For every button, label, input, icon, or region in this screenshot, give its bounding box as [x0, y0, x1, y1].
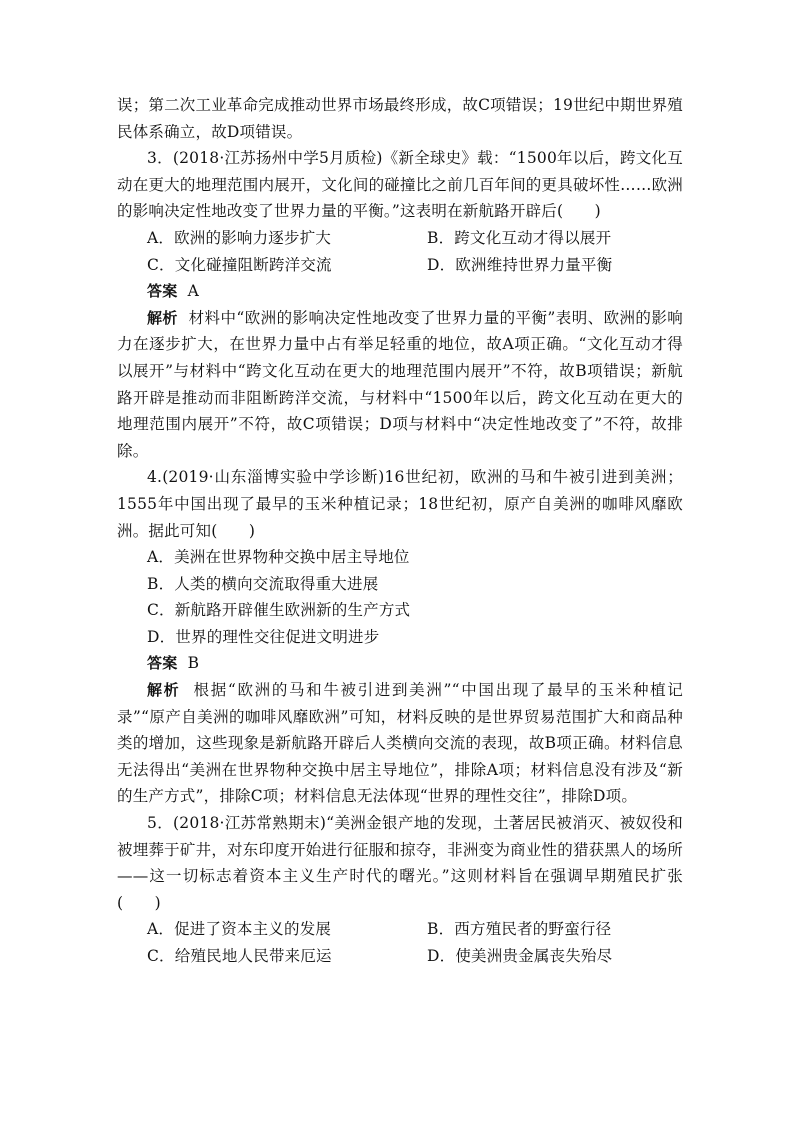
question-3-option-d: D．欧洲维持世界力量平衡 [427, 255, 613, 274]
question-5-option-c: C．给殖民地人民带来厄运 [147, 947, 332, 965]
analysis-text: 材料中“欧洲的影响决定性地改变了世界力量的平衡”表明、欧洲的影响力在逐步扩大，在世界力量中占有举足轻重的地位，故A项正确。“文化互动才得以展开”与材料中“跨文化互动在更大的地理范围内展开”不符，故B项错误；新航路开辟是推动而非阻断跨洋交流，与材料中“1500年以后，跨文化互动在更大的地理范围内展开”不符，故C项错误；D项与材料中“决定性地改变了”不符，故排除。 [117, 308, 683, 460]
question-3-analysis [117, 305, 683, 465]
question-5-option-b: B．西方殖民者的野蛮行径 [427, 920, 612, 939]
analysis-label: 解析 [147, 681, 181, 700]
answer-label: 答案 [147, 282, 178, 301]
question-5-stem: 5．(2018·江苏常熟期末)“美洲金银产地的发现，土著居民被消灭、被奴役和被埋葬于矿井，对东印度开始进行征服和掠夺，非洲变为商业性的猎获黑人的场所——这一切标志着资本主义生产时代的曙光。”这则材料旨在强调早期殖民扩张( ) [117, 814, 683, 912]
question-4-option-c: C．新航路开辟催生欧洲新的生产方式 [147, 601, 411, 620]
question-5-option-a: A．促进了资本主义的发展 [147, 920, 332, 939]
question-3-stem: 3．(2018·江苏扬州中学5月质检)《新全球史》载：“1500年以后，跨文化互动在更大的地理范围内展开，文化间的碰撞比之前几百年间的更具破坏性……欧洲的影响决定性地改变了世界力量的平衡。”这表明在新航路开辟后( ) [117, 149, 683, 221]
answer-label: 答案 [147, 654, 178, 673]
question-3-options [117, 225, 683, 278]
question-5-option-d: D．使美洲贵金属丧失殆尽 [427, 947, 613, 965]
previous-analysis-continuation: 误；第二次工业革命完成推动世界市场最终形成，故C项错误；19世纪中期世界殖民体系确立，故D项错误。 [117, 96, 683, 141]
answer-value: A [187, 282, 200, 301]
question-3-answer [117, 278, 683, 305]
question-4-answer [117, 650, 683, 677]
analysis-text: 根据“欧洲的马和牛被引进到美洲”“中国出现了最早的玉米种植记录”“原产自美洲的咖啡风靡欧洲”可知，材料反映的是世界贸易范围扩大和商品种类的增加，这些现象是新航路开辟后人类横向交流的表现，故B项正确。材料信息无法得出“美洲在世界物种交换中居主导地位”，排除A项；材料信息没有涉及“新的生产方式”，排除C项；材料信息无法体现“世界的理性交往”，排除D项。 [117, 681, 683, 806]
document-page [117, 92, 683, 970]
question-4-option-a: A．美洲在世界物种交换中居主导地位 [147, 548, 410, 567]
question-4-stem: 4.(2019·山东淄博实验中学诊断)16世纪初，欧洲的马和牛被引进到美洲；1555年中国出现了最早的玉米种植记录；18世纪初，原产自美洲的咖啡风靡欧洲。据此可知( ) [117, 468, 683, 540]
question-3-option-c: C．文化碰撞阻断跨洋交流 [147, 255, 332, 274]
question-3-option-a: A．欧洲的影响力逐步扩大 [147, 228, 332, 247]
question-4-analysis [117, 677, 683, 810]
analysis-label: 解析 [147, 308, 178, 327]
question-3-option-b: B．跨文化互动才得以展开 [427, 228, 612, 247]
answer-value: B [187, 654, 200, 673]
question-5-options [117, 916, 683, 969]
question-4-option-d: D．世界的理性交往促进文明进步 [147, 627, 380, 646]
question-4-option-b: B．人类的横向交流取得重大进展 [147, 574, 379, 593]
